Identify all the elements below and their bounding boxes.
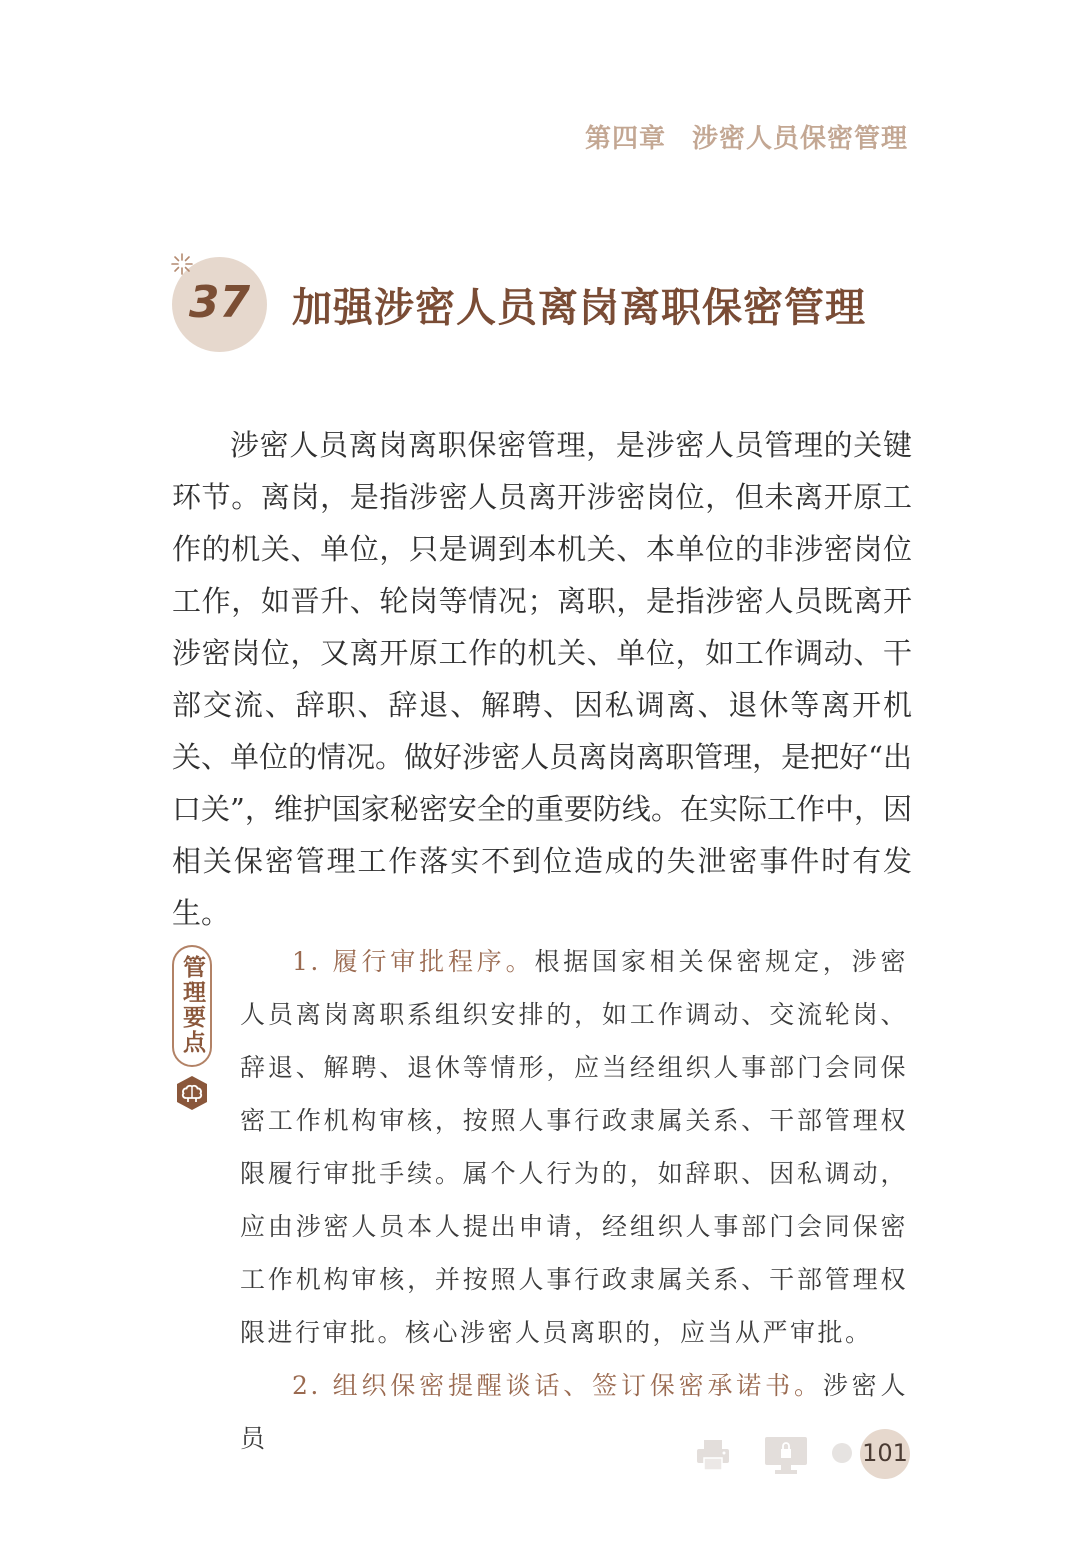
section-number: 37	[188, 277, 251, 328]
brain-icon	[173, 1074, 211, 1112]
footer-dot	[832, 1443, 852, 1463]
chapter-label: 第四章	[584, 124, 666, 154]
point-1-body: 根据国家相关保密规定，涉密人员离岗离职系组织安排的，如工作调动、交流轮岗、辞退、解聘、退休等情形，应当经组织人事部门会同保密工作机构审核，按照人事行政隶属关系、干部管理权限履行审批手续。属个人行为的，如辞职、因私调动，应由涉密人员本人提出申请，经组织人事部门会同保密工作机构审核，并按照人事行政隶属关系、干部管理权限进行审批。核心涉密人员离职的，应当从严审批。	[240, 947, 908, 1347]
chapter-title: 涉密人员保密管理	[691, 124, 908, 154]
printer-icon	[695, 1438, 731, 1472]
point-1-title: 1. 履行审批程序。	[292, 947, 535, 976]
sparkle-icon	[169, 251, 195, 277]
point-1	[240, 935, 908, 1359]
chapter-header	[585, 118, 908, 155]
section-number-badge	[172, 257, 267, 352]
side-tab-label: 管理要点	[179, 955, 205, 1055]
section-title: 加强涉密人员离岗离职保密管理	[292, 285, 866, 331]
point-2-title: 2. 组织保密提醒谈话、签订保密承诺书。	[292, 1371, 823, 1400]
management-points-tab	[172, 945, 212, 1067]
page-number-badge	[860, 1429, 910, 1479]
monitor-lock-icon	[764, 1436, 808, 1476]
intro-paragraph: 涉密人员离岗离职保密管理，是涉密人员管理的关键环节。离岗，是指涉密人员离开涉密岗位，但未离开原工作的机关、单位，只是调到本机关、本单位的非涉密岗位工作，如晋升、轮岗等情况；离职，是指涉密人员既离开涉密岗位，又离开原工作的机关、单位，如工作调动、干部交流、辞职、辞退、解聘、因私调离、退休等离开机关、单位的情况。做好涉密人员离岗离职管理，是把好“出口关”，维护国家秘密安全的重要防线。在实际工作中，因相关保密管理工作落实不到位造成的失泄密事件时有发生。	[172, 428, 912, 930]
page-number: 101	[862, 1439, 908, 1467]
management-points	[240, 935, 908, 1465]
point-2-body: 涉密人员	[240, 1371, 908, 1453]
